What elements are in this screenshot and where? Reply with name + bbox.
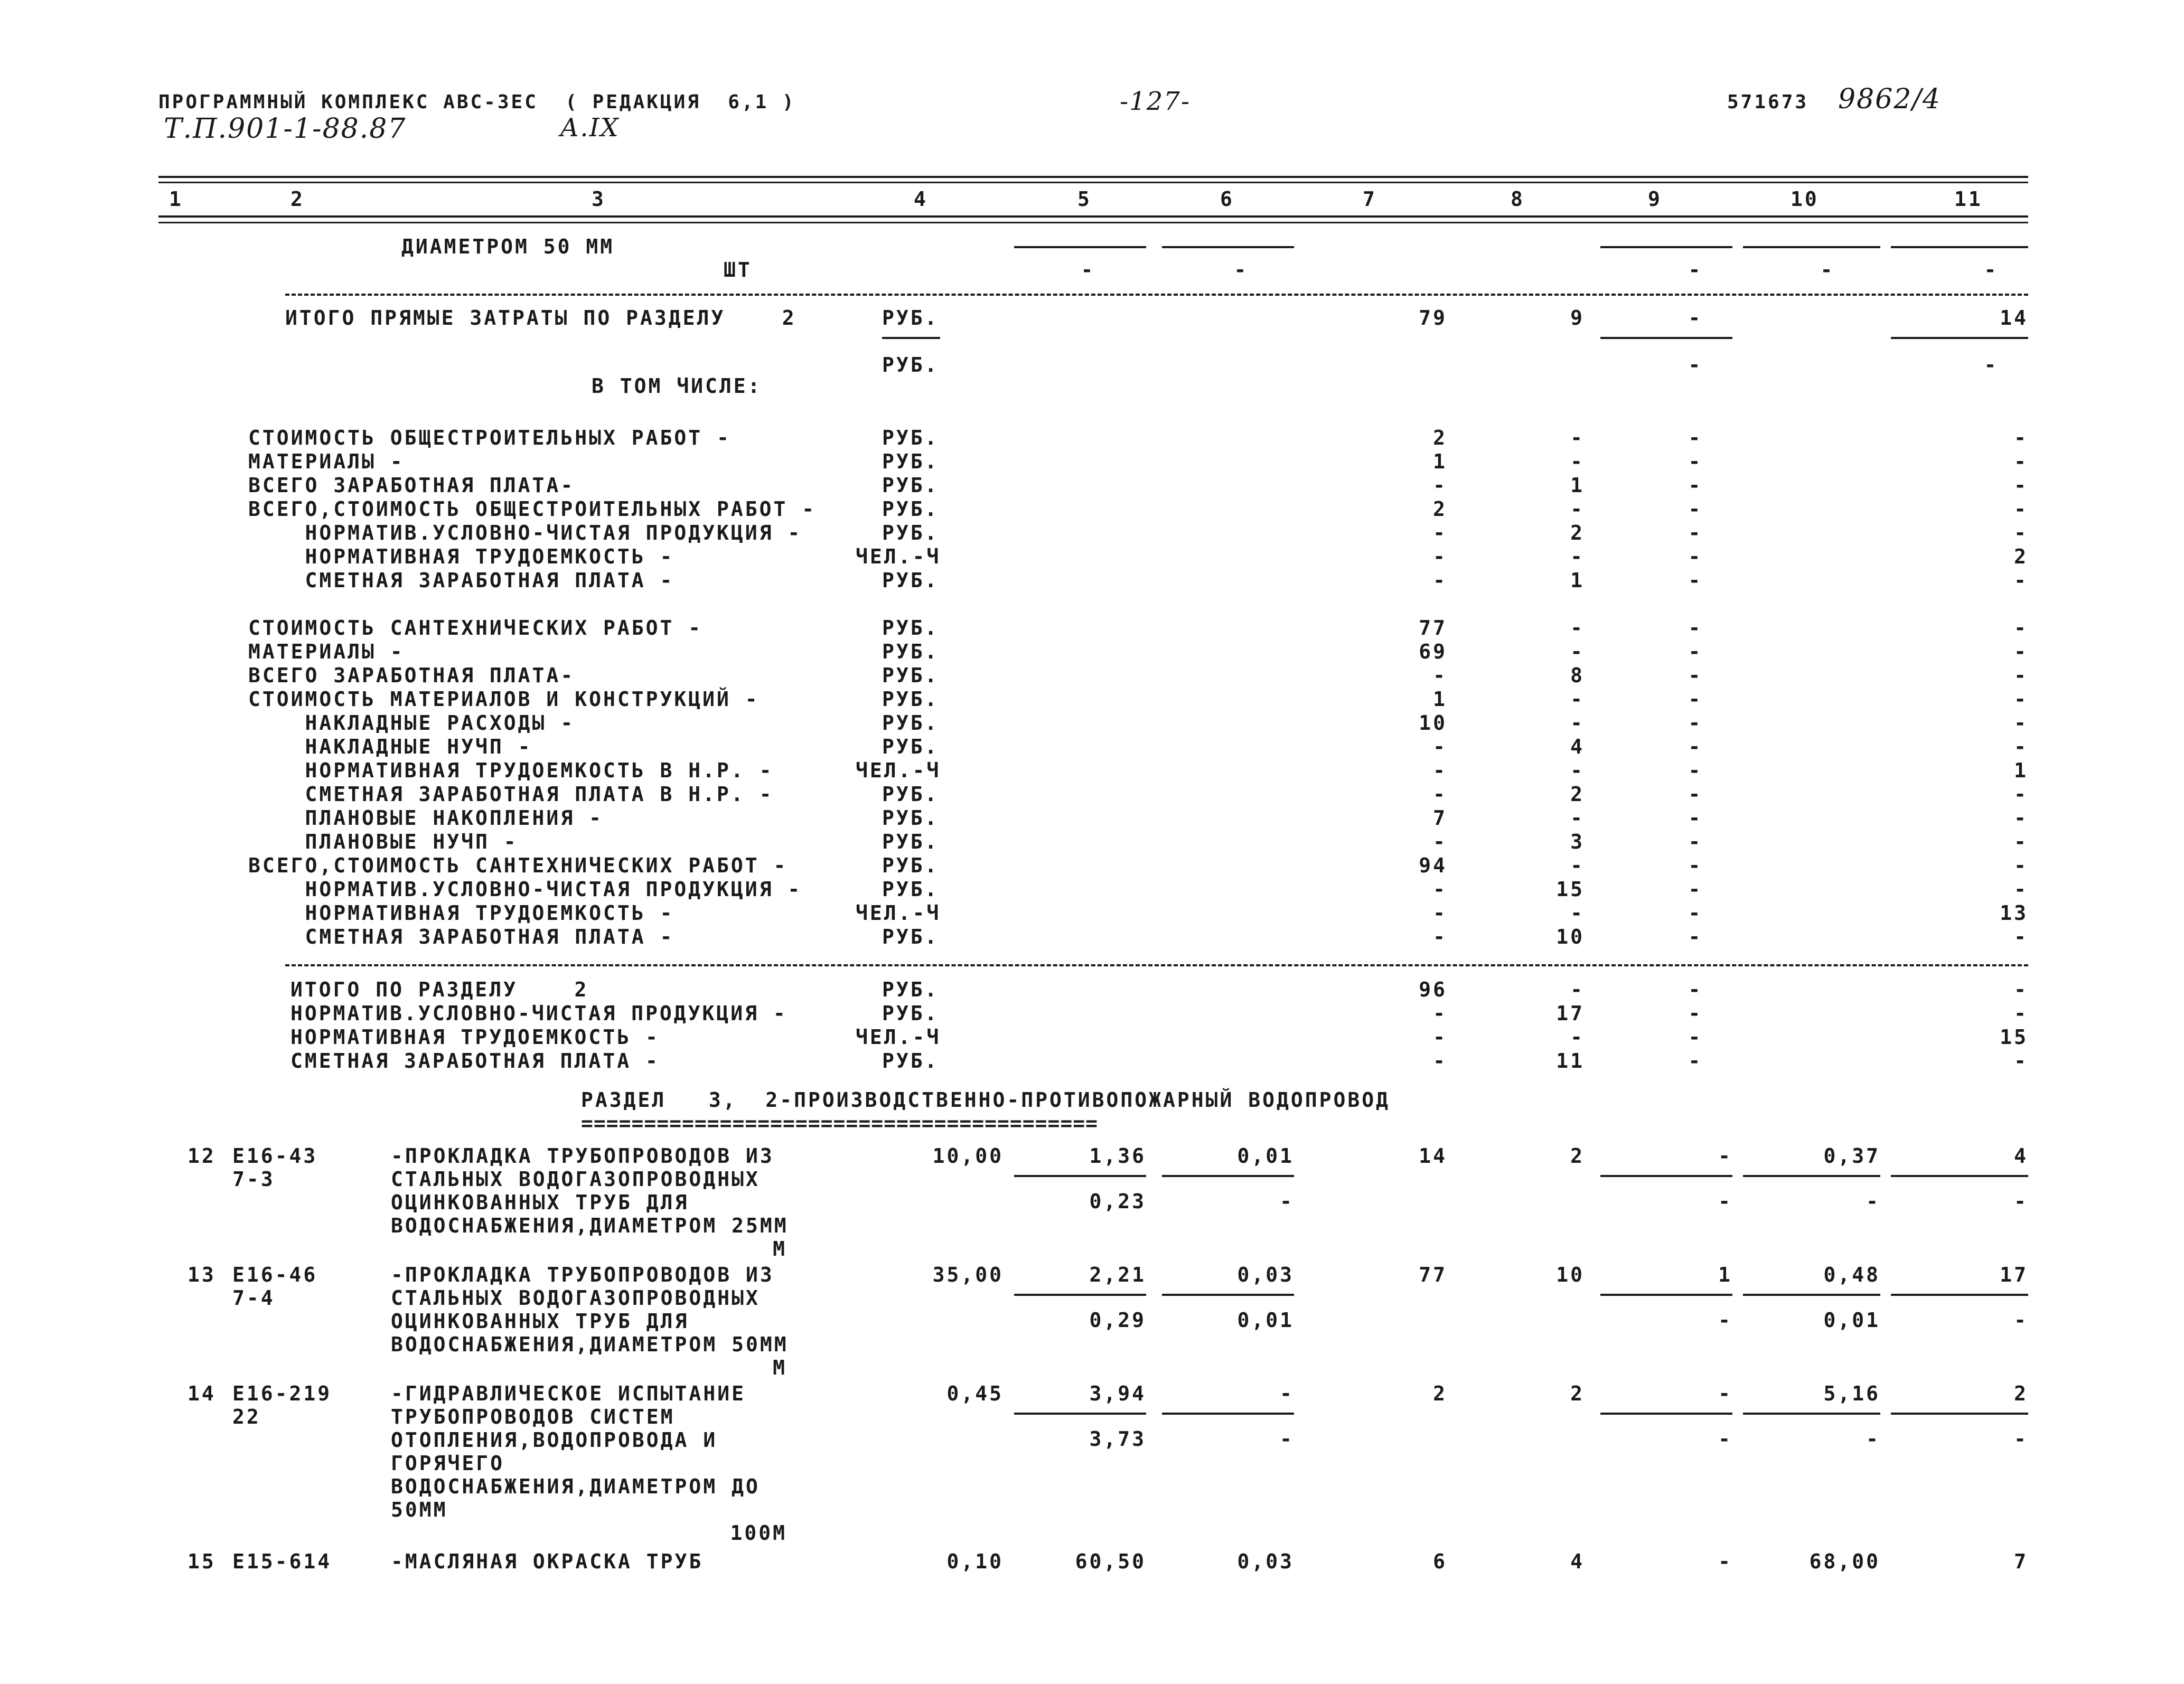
item-subtotal-rule	[1743, 1294, 1880, 1296]
summary-row-col11: -	[2014, 854, 2028, 877]
item-number: 13	[188, 1263, 216, 1286]
column-number-9: 9	[1648, 187, 1662, 211]
column-number-2: 2	[290, 187, 305, 211]
rule-c10	[1743, 246, 1880, 248]
item-col10: 68,00	[1809, 1550, 1880, 1573]
item-unit-wage: 0,01	[1237, 1144, 1294, 1168]
summary-row-col11: 13	[2000, 901, 2028, 925]
item-subtotal-rule	[1743, 1175, 1880, 1177]
item-code: Е16-46	[232, 1263, 318, 1286]
summary-row-label: СМЕТНАЯ ЗАРАБОТНАЯ ПЛАТА В Н.Р. -	[248, 783, 774, 806]
summary-row-col8: 2	[1570, 783, 1585, 806]
summary-row-unit: РУБ.	[882, 521, 939, 544]
summary-row-label: СМЕТНАЯ ЗАРАБОТНАЯ ПЛАТА -	[248, 925, 674, 948]
top-c10: -	[1820, 258, 1835, 281]
item-unit: М	[773, 1356, 787, 1379]
summary-row-col8: -	[1570, 978, 1585, 1001]
item-quantity: 0,10	[946, 1550, 1004, 1573]
summary-row-col9: -	[1688, 854, 1703, 877]
summary-row-label: СТОИМОСТЬ САНТЕХНИЧЕСКИХ РАБОТ -	[248, 616, 703, 639]
summary-row-col11: -	[2014, 474, 2028, 497]
summary-row-col11: -	[2014, 426, 2028, 449]
item-total-cost: 14	[1419, 1144, 1447, 1168]
document-code: Т.П.901-1-88.87	[164, 113, 407, 145]
summary-row-col8: -	[1570, 901, 1585, 925]
column-number-5: 5	[1077, 187, 1092, 211]
summary-row-unit: РУБ.	[882, 711, 939, 735]
summary-row-col7: 7	[1433, 806, 1447, 830]
summary-row-col11: -	[2014, 497, 2028, 521]
top-c6: -	[1234, 258, 1249, 281]
summary-row-col7: 10	[1419, 711, 1447, 735]
summary-row-col8: 2	[1570, 521, 1585, 544]
direct-c11b: -	[1984, 353, 1999, 377]
direct-c7: 79	[1419, 306, 1447, 330]
header-rule-top	[158, 176, 2028, 178]
item-number: 12	[188, 1144, 216, 1168]
item-unit-wage: -	[1280, 1382, 1294, 1405]
item-col11-sub: -	[2014, 1309, 2028, 1332]
rule-c11	[1891, 246, 2028, 248]
item-subtotal-rule	[1162, 1413, 1294, 1415]
item-quantity: 0,45	[946, 1382, 1004, 1405]
item-description-line: ТРУБОПРОВОДОВ СИСТЕМ	[391, 1405, 675, 1428]
summary-row-col9: -	[1688, 616, 1703, 639]
summary-row-col9: -	[1688, 711, 1703, 735]
summary-row-col8: -	[1570, 450, 1585, 473]
summary-row-col7: 1	[1433, 688, 1447, 711]
item-continuation-unit: ШТ	[724, 258, 752, 281]
item-code: Е16-219	[232, 1382, 332, 1405]
direct-c8: 9	[1570, 306, 1585, 330]
summary-row-col8: 8	[1570, 664, 1585, 687]
direct-costs-unit: РУБ.	[882, 306, 939, 330]
summary-row-col8: 1	[1570, 474, 1585, 497]
summary-row-col7: -	[1433, 925, 1447, 948]
summary-row-col7: 96	[1419, 978, 1447, 1001]
summary-row-label: НАКЛАДНЫЕ РАСХОДЫ -	[248, 711, 575, 735]
summary-row-col9: -	[1688, 545, 1703, 568]
item-unit-cost: 60,50	[1075, 1550, 1146, 1573]
summary-row-col7: 94	[1419, 854, 1447, 877]
summary-row-col7: 2	[1433, 497, 1447, 521]
summary-row-col7: -	[1433, 664, 1447, 687]
summary-row-unit: РУБ.	[882, 854, 939, 877]
summary-row-col7: -	[1433, 1026, 1447, 1049]
summary-row-col8: 11	[1556, 1049, 1585, 1073]
item-col9: -	[1718, 1550, 1732, 1573]
summary-row-label: ПЛАНОВЫЕ НУЧП -	[248, 830, 518, 853]
summary-row-unit: ЧЕЛ.-Ч	[856, 901, 941, 925]
item-description-line: ГОРЯЧЕГО	[391, 1452, 505, 1475]
item-description-line: -МАСЛЯНАЯ ОКРАСКА ТРУБ	[391, 1550, 704, 1573]
item-unit-cost-wage: 0,23	[1089, 1190, 1146, 1213]
summary-row-label: СТОИМОСТЬ ОБЩЕСТРОИТЕЛЬНЫХ РАБОТ -	[248, 426, 731, 449]
summary-row-col11: -	[2014, 1002, 2028, 1025]
summary-row-col9: -	[1688, 925, 1703, 948]
summary-row-label: НОРМАТИВНАЯ ТРУДОЕМКОСТЬ -	[248, 901, 674, 925]
summary-row-label: СТОИМОСТЬ МАТЕРИАЛОВ И КОНСТРУКЦИЙ -	[248, 688, 760, 711]
summary-row-col8: 4	[1570, 735, 1585, 758]
summary-row-unit: РУБ.	[882, 783, 939, 806]
summary-row-col9: -	[1688, 569, 1703, 592]
summary-row-col11: -	[2014, 1049, 2028, 1073]
item-col11: 4	[2014, 1144, 2028, 1168]
summary-row-col7: 77	[1419, 616, 1447, 639]
summary-row-col8: -	[1570, 545, 1585, 568]
summary-row-col7: 2	[1433, 426, 1447, 449]
summary-row-unit: ЧЕЛ.-Ч	[856, 1026, 941, 1049]
item-quantity: 10,00	[932, 1144, 1004, 1168]
item-description-line: ВОДОСНАБЖЕНИЯ,ДИАМЕТРОМ 50ММ	[391, 1333, 789, 1356]
item-code: Е15-614	[232, 1550, 332, 1573]
item-subtotal-rule	[1743, 1413, 1880, 1415]
summary-row-label: ВСЕГО ЗАРАБОТНАЯ ПЛАТА-	[248, 664, 575, 687]
summary-row-label: СМЕТНАЯ ЗАРАБОТНАЯ ПЛАТА -	[248, 569, 674, 592]
summary-row-col11: -	[2014, 978, 2028, 1001]
item-description-line: -ГИДРАВЛИЧЕСКОЕ ИСПЫТАНИЕ	[391, 1382, 746, 1405]
item-unit-wage-sub: -	[1280, 1190, 1294, 1213]
summary-row-col11: 1	[2014, 759, 2028, 782]
top-c11: -	[1984, 258, 1999, 281]
summary-row-unit: ЧЕЛ.-Ч	[856, 759, 941, 782]
summary-row-label: ВСЕГО,СТОИМОСТЬ САНТЕХНИЧЕСКИХ РАБОТ -	[248, 854, 788, 877]
item-total-wage: 4	[1570, 1550, 1585, 1573]
summary-row-col8: -	[1570, 711, 1585, 735]
rule-unit	[882, 337, 940, 339]
section-dashed-rule	[285, 294, 2028, 296]
summary-row-col9: -	[1688, 1026, 1703, 1049]
summary-row-label: МАТЕРИАЛЫ -	[248, 450, 405, 473]
summary-row-unit: РУБ.	[882, 569, 939, 592]
rule-c9	[1600, 246, 1732, 248]
item-description-line: ВОДОСНАБЖЕНИЯ,ДИАМЕТРОМ ДО	[391, 1475, 760, 1498]
album-number: А.IX	[560, 113, 620, 143]
summary-row-col9: -	[1688, 474, 1703, 497]
direct-costs-label: ИТОГО ПРЯМЫЕ ЗАТРАТЫ ПО РАЗДЕЛУ 2	[285, 306, 796, 330]
item-unit-cost: 1,36	[1089, 1144, 1146, 1168]
item-subtotal-rule	[1891, 1294, 2028, 1296]
summary-row-col7: -	[1433, 1002, 1447, 1025]
item-col10: 0,37	[1823, 1144, 1880, 1168]
summary-row-unit: РУБ.	[882, 735, 939, 758]
summary-row-col7: -	[1433, 735, 1447, 758]
summary-row-col9: -	[1688, 688, 1703, 711]
item-unit-wage-sub: -	[1280, 1427, 1294, 1451]
item-subtotal-rule	[1162, 1294, 1294, 1296]
top-c9: -	[1688, 258, 1703, 281]
item-description-line: СТАЛЬНЫХ ВОДОГАЗОПРОВОДНЫХ	[391, 1286, 760, 1310]
direct-c9: -	[1688, 306, 1703, 330]
item-unit: 100М	[730, 1521, 787, 1545]
item-total-wage: 2	[1570, 1144, 1585, 1168]
summary-row-col9: -	[1688, 783, 1703, 806]
item-subtotal-rule	[1014, 1175, 1146, 1177]
summary-row-col7: -	[1433, 759, 1447, 782]
summary-row-col8: -	[1570, 759, 1585, 782]
summary-row-unit: РУБ.	[882, 616, 939, 639]
item-col10: 0,48	[1823, 1263, 1880, 1286]
section-title: РАЗДЕЛ 3, 2-ПРОИЗВОДСТВЕННО-ПРОТИВОПОЖАРНЫЙ ВОДОПРОВОД	[581, 1088, 1391, 1112]
summary-row-col8: -	[1570, 688, 1585, 711]
summary-row-col11: -	[2014, 830, 2028, 853]
item-col10-sub: -	[1866, 1427, 1880, 1451]
column-number-10: 10	[1791, 187, 1819, 211]
summary-row-col7: -	[1433, 474, 1447, 497]
item-description-line: ОТОПЛЕНИЯ,ВОДОПРОВОДА И	[391, 1428, 718, 1452]
page-number: -127-	[1120, 87, 1191, 116]
item-col9-sub: -	[1718, 1427, 1732, 1451]
handwritten-stamp: 9862/4	[1838, 83, 1941, 115]
item-total-wage: 10	[1556, 1263, 1585, 1286]
summary-row-col7: -	[1433, 1049, 1447, 1073]
summary-row-unit: РУБ.	[882, 450, 939, 473]
summary-row-col9: -	[1688, 426, 1703, 449]
item-continuation-text: ДИАМЕТРОМ 50 ММ	[401, 235, 615, 258]
summary-row-col7: 1	[1433, 450, 1447, 473]
item-description-line: -ПРОКЛАДКА ТРУБОПРОВОДОВ ИЗ	[391, 1144, 774, 1168]
summary-row-col9: -	[1688, 878, 1703, 901]
direct-c11: 14	[2000, 306, 2028, 330]
item-unit-cost: 2,21	[1089, 1263, 1146, 1286]
item-quantity: 35,00	[932, 1263, 1004, 1286]
item-unit-cost-wage: 0,29	[1089, 1309, 1146, 1332]
item-unit-wage: 0,03	[1237, 1550, 1294, 1573]
column-number-7: 7	[1363, 187, 1377, 211]
summary-row-col9: -	[1688, 806, 1703, 830]
summary-row-label: НОРМАТИВНАЯ ТРУДОЕМКОСТЬ -	[290, 1026, 660, 1049]
summary-row-label: НОРМАТИВНАЯ ТРУДОЕМКОСТЬ -	[248, 545, 674, 568]
summary-row-label: НОРМАТИВНАЯ ТРУДОЕМКОСТЬ В Н.Р. -	[248, 759, 774, 782]
summary-row-col7: -	[1433, 901, 1447, 925]
summary-row-label: СМЕТНАЯ ЗАРАБОТНАЯ ПЛАТА -	[290, 1049, 660, 1073]
item-total-wage: 2	[1570, 1382, 1585, 1405]
summary-row-col8: -	[1570, 497, 1585, 521]
item-unit-cost: 3,94	[1089, 1382, 1146, 1405]
summary-row-col9: -	[1688, 735, 1703, 758]
summary-row-col9: -	[1688, 830, 1703, 853]
item-description-line: ОЦИНКОВАННЫХ ТРУБ ДЛЯ	[391, 1310, 689, 1333]
item-subtotal-rule	[1014, 1294, 1146, 1296]
summary-row-unit: РУБ.	[882, 1049, 939, 1073]
summary-row-col9: -	[1688, 1002, 1703, 1025]
item-code-sub: 7-3	[232, 1168, 275, 1191]
rule-direct-c11	[1891, 337, 2028, 339]
item-subtotal-rule	[1891, 1413, 2028, 1415]
program-title: ПРОГРАММНЫЙ КОМПЛЕКС АВС-3ЕС ( РЕДАКЦИЯ 6,1 )	[158, 91, 796, 113]
summary-row-col7: -	[1433, 783, 1447, 806]
item-total-cost: 2	[1433, 1382, 1447, 1405]
summary-row-label: ИТОГО ПО РАЗДЕЛУ 2	[290, 978, 589, 1001]
summary-row-col11: -	[2014, 640, 2028, 663]
summary-row-col9: -	[1688, 521, 1703, 544]
direct-c9b: -	[1688, 353, 1703, 377]
item-col10-sub: -	[1866, 1190, 1880, 1213]
summary-row-unit: РУБ.	[882, 878, 939, 901]
summary-row-col11: -	[2014, 664, 2028, 687]
summary-row-col8: -	[1570, 640, 1585, 663]
item-subtotal-rule	[1600, 1175, 1732, 1177]
summary-row-col8: -	[1570, 1026, 1585, 1049]
summary-row-col11: -	[2014, 711, 2028, 735]
column-number-8: 8	[1511, 187, 1525, 211]
item-total-cost: 77	[1419, 1263, 1447, 1286]
inventory-number: 571673	[1727, 91, 1809, 113]
summary-row-col11: -	[2014, 569, 2028, 592]
summary-row-col8: -	[1570, 854, 1585, 877]
header-rule-bottom	[158, 215, 2028, 218]
item-number: 15	[188, 1550, 216, 1573]
section-total-dashed-rule	[285, 964, 2028, 966]
summary-row-col11: -	[2014, 688, 2028, 711]
item-unit-wage-sub: 0,01	[1237, 1309, 1294, 1332]
rule-c5	[1014, 246, 1146, 248]
including-heading: В ТОМ ЧИСЛЕ:	[592, 374, 762, 398]
summary-row-label: ВСЕГО,СТОИМОСТЬ ОБЩЕСТРОИТЕЛЬНЫХ РАБОТ -	[248, 497, 817, 521]
item-col9: -	[1718, 1144, 1732, 1168]
summary-row-label: ВСЕГО ЗАРАБОТНАЯ ПЛАТА-	[248, 474, 575, 497]
item-number: 14	[188, 1382, 216, 1405]
item-col9: 1	[1718, 1263, 1732, 1286]
summary-row-label: МАТЕРИАЛЫ -	[248, 640, 405, 663]
item-unit-wage: 0,03	[1237, 1263, 1294, 1286]
summary-row-unit: РУБ.	[882, 925, 939, 948]
summary-row-unit: РУБ.	[882, 806, 939, 830]
summary-row-col9: -	[1688, 450, 1703, 473]
summary-row-col8: 15	[1556, 878, 1585, 901]
item-description-line: ВОДОСНАБЖЕНИЯ,ДИАМЕТРОМ 25ММ	[391, 1214, 789, 1237]
summary-row-col11: -	[2014, 450, 2028, 473]
item-subtotal-rule	[1014, 1413, 1146, 1415]
item-unit-cost-wage: 3,73	[1089, 1427, 1146, 1451]
summary-row-label: НАКЛАДНЫЕ НУЧП -	[248, 735, 532, 758]
summary-row-col11: 2	[2014, 545, 2028, 568]
rule-c6	[1162, 246, 1294, 248]
summary-row-col9: -	[1688, 664, 1703, 687]
summary-row-col11: -	[2014, 783, 2028, 806]
item-code: Е16-43	[232, 1144, 318, 1168]
item-col10: 5,16	[1823, 1382, 1880, 1405]
summary-row-col7: -	[1433, 830, 1447, 853]
item-subtotal-rule	[1891, 1175, 2028, 1177]
summary-row-col8: 10	[1556, 925, 1585, 948]
summary-row-col7: -	[1433, 521, 1447, 544]
item-col11-sub: -	[2014, 1190, 2028, 1213]
summary-row-col8: 3	[1570, 830, 1585, 853]
summary-row-col7: -	[1433, 569, 1447, 592]
summary-row-col8: -	[1570, 806, 1585, 830]
summary-row-col9: -	[1688, 759, 1703, 782]
item-col9-sub: -	[1718, 1309, 1732, 1332]
item-description-line: ОЦИНКОВАННЫХ ТРУБ ДЛЯ	[391, 1191, 689, 1214]
item-col9: -	[1718, 1382, 1732, 1405]
rule-direct-c9	[1600, 337, 1732, 339]
header-rule-top-2	[158, 182, 2028, 183]
summary-row-col9: -	[1688, 1049, 1703, 1073]
summary-row-unit: РУБ.	[882, 1002, 939, 1025]
item-description-line: 50ММ	[391, 1498, 448, 1521]
summary-row-label: НОРМАТИВ.УСЛОВНО-ЧИСТАЯ ПРОДУКЦИЯ -	[248, 521, 802, 544]
item-col9-sub: -	[1718, 1190, 1732, 1213]
summary-row-unit: РУБ.	[882, 664, 939, 687]
item-subtotal-rule	[1600, 1413, 1732, 1415]
summary-row-col9: -	[1688, 640, 1703, 663]
column-number-4: 4	[914, 187, 928, 211]
summary-row-col8: -	[1570, 426, 1585, 449]
summary-row-col7: -	[1433, 545, 1447, 568]
item-unit: М	[773, 1237, 787, 1260]
item-code-sub: 22	[232, 1405, 261, 1428]
summary-row-col11: -	[2014, 925, 2028, 948]
column-number-11: 11	[1954, 187, 1983, 211]
top-c5: -	[1081, 258, 1095, 281]
summary-row-col11: -	[2014, 878, 2028, 901]
summary-row-col11: -	[2014, 521, 2028, 544]
column-number-6: 6	[1220, 187, 1234, 211]
item-col11-sub: -	[2014, 1427, 2028, 1451]
item-code-sub: 7-4	[232, 1286, 275, 1310]
column-number-3: 3	[592, 187, 606, 211]
summary-row-label: ПЛАНОВЫЕ НАКОПЛЕНИЯ -	[248, 806, 603, 830]
header-rule-bottom-2	[158, 222, 2028, 223]
summary-row-unit: РУБ.	[882, 978, 939, 1001]
summary-row-unit: РУБ.	[882, 640, 939, 663]
summary-row-col11: 15	[2000, 1026, 2028, 1049]
item-description-line: СТАЛЬНЫХ ВОДОГАЗОПРОВОДНЫХ	[391, 1168, 760, 1191]
direct-costs-unit-2: РУБ.	[882, 353, 939, 377]
item-total-cost: 6	[1433, 1550, 1447, 1573]
summary-row-unit: РУБ.	[882, 688, 939, 711]
summary-row-col8: 17	[1556, 1002, 1585, 1025]
summary-row-label: НОРМАТИВ.УСЛОВНО-ЧИСТАЯ ПРОДУКЦИЯ -	[248, 878, 802, 901]
summary-row-unit: ЧЕЛ.-Ч	[856, 545, 941, 568]
item-col11: 2	[2014, 1382, 2028, 1405]
summary-row-col7: -	[1433, 878, 1447, 901]
item-col11: 7	[2014, 1550, 2028, 1573]
item-subtotal-rule	[1162, 1175, 1294, 1177]
item-col10-sub: 0,01	[1823, 1309, 1880, 1332]
summary-row-unit: РУБ.	[882, 474, 939, 497]
summary-row-col9: -	[1688, 497, 1703, 521]
summary-row-col11: -	[2014, 806, 2028, 830]
summary-row-col9: -	[1688, 978, 1703, 1001]
summary-row-col7: 69	[1419, 640, 1447, 663]
summary-row-col11: -	[2014, 735, 2028, 758]
summary-row-col11: -	[2014, 616, 2028, 639]
column-number-1: 1	[169, 187, 183, 211]
summary-row-unit: РУБ.	[882, 497, 939, 521]
summary-row-col8: 1	[1570, 569, 1585, 592]
summary-row-unit: РУБ.	[882, 830, 939, 853]
item-subtotal-rule	[1600, 1294, 1732, 1296]
summary-row-col9: -	[1688, 901, 1703, 925]
summary-row-unit: РУБ.	[882, 426, 939, 449]
summary-row-label: НОРМАТИВ.УСЛОВНО-ЧИСТАЯ ПРОДУКЦИЯ -	[290, 1002, 788, 1025]
summary-row-col8: -	[1570, 616, 1585, 639]
section-title-underline: =========================================	[581, 1112, 1098, 1135]
item-description-line: -ПРОКЛАДКА ТРУБОПРОВОДОВ ИЗ	[391, 1263, 774, 1286]
item-col11: 17	[2000, 1263, 2028, 1286]
